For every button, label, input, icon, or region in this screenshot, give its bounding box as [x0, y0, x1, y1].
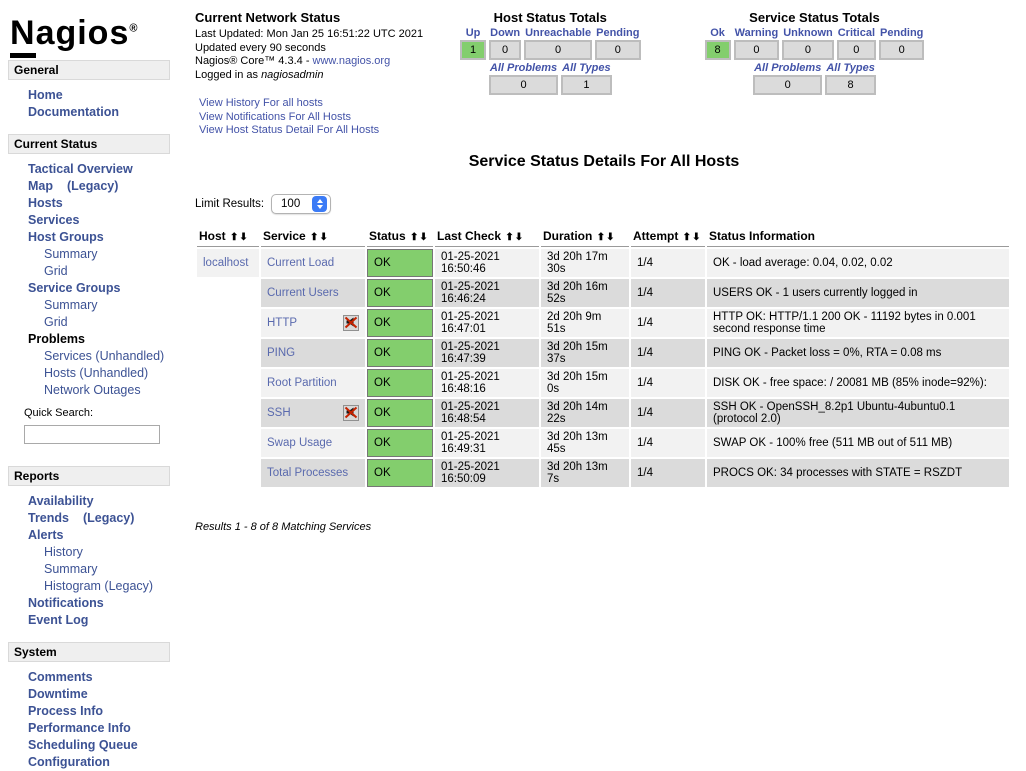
view-links — [195, 97, 453, 138]
sidebar-item-trends-label: Trends — [28, 511, 69, 526]
col-label-attempt: Attempt — [633, 228, 679, 243]
host-totals-all-table — [486, 61, 615, 96]
host-cell — [197, 309, 259, 337]
host-totals-up-value[interactable]: 1 — [460, 40, 486, 60]
status-badge: OK — [367, 339, 433, 367]
top-info-row — [195, 10, 1013, 138]
col-label-duration: Duration — [543, 228, 593, 243]
col-label-service: Service — [263, 228, 306, 243]
nagios-org-link[interactable]: www.nagios.org — [312, 55, 391, 67]
table-row — [197, 459, 1009, 487]
sidebar-item-notifications[interactable]: Notifications — [28, 596, 104, 611]
select-stepper-icon — [312, 196, 327, 212]
sidebar-item-process-info[interactable]: Process Info — [28, 704, 104, 719]
attempt-cell: 1/4 — [631, 369, 705, 397]
status-badge: OK — [367, 309, 433, 337]
status-badge: OK — [367, 369, 433, 397]
service-totals-pending-value[interactable]: 0 — [879, 40, 924, 60]
service-totals-problems-label[interactable]: All Problems — [754, 62, 822, 74]
host-cell — [197, 339, 259, 367]
sidebar-item-alerts-history[interactable]: History — [44, 545, 83, 560]
service-totals-all-table — [750, 61, 879, 96]
last-check-cell: 01-25-2021 16:50:09 — [435, 459, 539, 487]
service-cell — [261, 459, 365, 487]
sort-last-check-desc-icon[interactable]: ⬇ — [514, 231, 524, 243]
attempt-cell: 1/4 — [631, 249, 705, 277]
host-totals-title: Host Status Totals — [493, 10, 607, 25]
sort-attempt-asc-icon[interactable]: ⬆ — [682, 231, 692, 243]
sidebar-item-map-label: Map — [28, 179, 53, 194]
update-interval-text: Updated every 90 seconds — [195, 41, 326, 54]
service-cell — [261, 339, 365, 367]
sidebar-item-map[interactable] — [8, 178, 185, 195]
logo-rest: agios — [35, 14, 130, 53]
host-totals-problems-value[interactable]: 0 — [489, 75, 558, 95]
status-info-cell: PROCS OK: 34 processes with STATE = RSZDT — [707, 459, 1009, 487]
service-totals-warning-value[interactable]: 0 — [734, 40, 780, 60]
status-info-cell: DISK OK - free space: / 20081 MB (85% inode=92%): — [707, 369, 1009, 397]
duration-cell: 2d 20h 9m 51s — [541, 309, 629, 337]
col-header-service — [261, 228, 365, 247]
notifications-disabled-icon — [343, 405, 359, 421]
service-link[interactable]: Current Load — [267, 256, 335, 269]
service-cell — [261, 429, 365, 457]
sidebar-item-hosts-unhandled[interactable]: Hosts (Unhandled) — [44, 366, 149, 381]
table-header-row — [197, 228, 1009, 247]
status-info-cell: SSH OK - OpenSSH_8.2p1 Ubuntu-4ubuntu0.1 (protocol 2.0) — [707, 399, 1009, 427]
host-link[interactable]: localhost — [203, 256, 249, 269]
col-label-status-information: Status Information — [709, 228, 816, 243]
table-row — [197, 339, 1009, 367]
sort-attempt-desc-icon[interactable]: ⬇ — [692, 231, 701, 243]
host-cell — [197, 459, 259, 487]
duration-cell: 3d 20h 17m 30s — [541, 249, 629, 277]
sidebar-header-general: General — [8, 60, 170, 80]
sort-host-desc-icon[interactable]: ⬇ — [239, 231, 248, 243]
host-totals-pending-value[interactable]: 0 — [595, 40, 640, 60]
host-totals-unreachable-label[interactable]: Unreachable — [525, 27, 592, 39]
sidebar-header-reports: Reports — [8, 466, 170, 486]
status-badge: OK — [367, 399, 433, 427]
col-header-status — [367, 228, 433, 247]
service-cell — [261, 309, 365, 337]
network-status-title: Current Network Status — [195, 10, 341, 25]
host-totals-table — [457, 26, 644, 61]
col-header-last-check — [435, 228, 539, 247]
sidebar-item-host-groups-summary[interactable]: Summary — [44, 247, 98, 262]
status-info-cell: USERS OK - 1 users currently logged in — [707, 279, 1009, 307]
table-row — [197, 279, 1009, 307]
service-totals-types-value[interactable]: 8 — [825, 75, 876, 95]
sidebar-item-trends-legacy: (Legacy) — [83, 511, 135, 526]
results-note: Results 1 - 8 of 8 Matching Services — [195, 520, 372, 533]
col-header-status-information — [707, 228, 1009, 247]
logged-in-line — [195, 69, 453, 83]
last-check-cell: 01-25-2021 16:48:54 — [435, 399, 539, 427]
status-badge: OK — [367, 429, 433, 457]
last-check-cell: 01-25-2021 16:47:39 — [435, 339, 539, 367]
service-totals-pending-label[interactable]: Pending — [880, 27, 924, 39]
service-totals-critical-value[interactable]: 0 — [837, 40, 876, 60]
nagios-logo-text — [10, 14, 138, 52]
network-status-panel — [195, 10, 453, 138]
last-check-cell: 01-25-2021 16:50:46 — [435, 249, 539, 277]
host-totals-unreachable-value[interactable]: 0 — [524, 40, 592, 60]
registered-mark: ® — [129, 23, 139, 35]
attempt-cell: 1/4 — [631, 279, 705, 307]
sidebar-item-host-groups-grid[interactable]: Grid — [44, 264, 68, 279]
host-totals-down-value[interactable]: 0 — [489, 40, 521, 60]
col-header-duration — [541, 228, 629, 247]
sort-duration-asc-icon[interactable]: ⬆ — [596, 231, 606, 243]
duration-cell: 3d 20h 13m 45s — [541, 429, 629, 457]
col-header-attempt — [631, 228, 705, 247]
sidebar-item-documentation[interactable]: Documentation — [28, 105, 119, 120]
service-cell — [261, 369, 365, 397]
sort-service-asc-icon[interactable]: ⬆ — [310, 231, 319, 243]
col-label-status: Status — [369, 228, 406, 243]
sidebar-item-home[interactable]: Home — [28, 88, 63, 103]
host-cell — [197, 279, 259, 307]
sidebar-item-scheduling-queue[interactable]: Scheduling Queue — [28, 738, 138, 753]
status-totals-group — [457, 10, 927, 96]
attempt-cell: 1/4 — [631, 339, 705, 367]
limit-results-label: Limit Results: — [195, 197, 265, 210]
duration-cell: 3d 20h 15m 0s — [541, 369, 629, 397]
sidebar-label-problems: Problems — [28, 332, 85, 347]
page-title: Service Status Details For All Hosts — [468, 152, 740, 170]
sidebar-item-availability[interactable]: Availability — [28, 494, 94, 509]
service-totals-title: Service Status Totals — [749, 10, 880, 25]
host-cell — [197, 399, 259, 427]
sidebar-item-alerts-summary[interactable]: Summary — [44, 562, 98, 577]
host-totals-problems-label[interactable]: All Problems — [489, 62, 558, 74]
status-info-cell: OK - load average: 0.04, 0.02, 0.02 — [707, 249, 1009, 277]
last-check-cell: 01-25-2021 16:47:01 — [435, 309, 539, 337]
last-updated-text: Last Updated: Mon Jan 25 16:51:22 UTC 2021 — [195, 28, 424, 40]
service-totals-problems-value[interactable]: 0 — [753, 75, 822, 95]
host-totals-types-value[interactable]: 1 — [561, 75, 612, 95]
service-link[interactable]: Root Partition — [267, 376, 337, 389]
col-label-last-check: Last Check — [437, 228, 502, 243]
duration-cell: 3d 20h 13m 7s — [541, 459, 629, 487]
sort-service-desc-icon[interactable]: ⬇ — [319, 231, 328, 243]
service-link[interactable]: Swap Usage — [267, 436, 333, 449]
sidebar-item-map-legacy: (Legacy) — [67, 179, 119, 194]
service-link[interactable]: SSH — [267, 406, 291, 419]
sidebar-item-services-unhandled[interactable]: Services (Unhandled) — [44, 349, 165, 364]
status-info-cell: PING OK - Packet loss = 0%, RTA = 0.08 ms — [707, 339, 1009, 367]
main-content — [185, 0, 1026, 771]
attempt-cell: 1/4 — [631, 309, 705, 337]
table-row — [197, 249, 1009, 277]
service-totals-ok-value[interactable]: 8 — [705, 40, 731, 60]
sidebar-item-network-outages[interactable]: Network Outages — [44, 383, 141, 398]
sidebar-item-host-groups[interactable]: Host Groups — [28, 230, 104, 245]
table-row — [197, 429, 1009, 457]
sidebar-header-current-status: Current Status — [8, 134, 170, 154]
sidebar-item-alerts[interactable]: Alerts — [28, 528, 64, 543]
service-link[interactable]: Current Users — [267, 286, 339, 299]
host-totals-up-label[interactable]: Up — [465, 27, 481, 39]
service-cell — [261, 399, 365, 427]
quick-search-label: Quick Search: — [24, 407, 94, 420]
sidebar-item-downtime[interactable]: Downtime — [28, 687, 88, 702]
sidebar-item-performance-info[interactable]: Performance Info — [28, 721, 131, 736]
sidebar — [0, 0, 185, 771]
status-badge: OK — [367, 279, 433, 307]
view-host-status-link[interactable]: View Host Status Detail For All Hosts — [199, 124, 380, 136]
service-status-totals — [702, 10, 928, 96]
sidebar-header-system: System — [8, 642, 170, 662]
sidebar-item-alerts-histogram[interactable]: Histogram (Legacy) — [44, 579, 154, 594]
sort-status-desc-icon[interactable]: ⬇ — [419, 231, 428, 243]
table-row — [197, 399, 1009, 427]
last-check-cell: 01-25-2021 16:48:16 — [435, 369, 539, 397]
status-badge: OK — [367, 459, 433, 487]
sidebar-item-trends[interactable] — [8, 510, 185, 527]
host-cell — [197, 429, 259, 457]
notifications-disabled-icon — [343, 315, 359, 331]
table-row — [197, 309, 1009, 337]
last-check-cell: 01-25-2021 16:49:31 — [435, 429, 539, 457]
last-check-cell: 01-25-2021 16:46:24 — [435, 279, 539, 307]
host-status-totals — [457, 10, 644, 96]
sort-duration-desc-icon[interactable]: ⬇ — [606, 231, 615, 243]
service-totals-warning-label[interactable]: Warning — [734, 27, 779, 39]
host-totals-pending-label[interactable]: Pending — [596, 27, 640, 39]
duration-cell: 3d 20h 14m 22s — [541, 399, 629, 427]
sidebar-item-service-groups-summary[interactable]: Summary — [44, 298, 98, 313]
service-cell — [261, 249, 365, 277]
host-totals-types-label[interactable]: All Types — [562, 62, 611, 74]
service-cell — [261, 279, 365, 307]
nagios-logo[interactable] — [10, 10, 185, 52]
view-notifications-link[interactable]: View Notifications For All Hosts — [199, 110, 352, 123]
host-cell — [197, 369, 259, 397]
status-info-cell: SWAP OK - 100% free (511 MB out of 511 MB) — [707, 429, 1009, 457]
service-totals-unknown-value[interactable]: 0 — [782, 40, 834, 60]
col-header-host — [197, 228, 259, 247]
limit-results-select[interactable] — [271, 194, 331, 214]
service-totals-unknown-label[interactable]: Unknown — [783, 27, 833, 39]
attempt-cell: 1/4 — [631, 429, 705, 457]
table-row — [197, 369, 1009, 397]
service-link[interactable]: HTTP — [267, 316, 298, 329]
sort-host-asc-icon[interactable]: ⬆ — [230, 231, 239, 243]
limit-results-row — [195, 194, 1013, 214]
host-cell — [197, 249, 259, 277]
status-badge: OK — [367, 249, 433, 277]
limit-results-value: 100 — [281, 197, 301, 210]
sidebar-item-configuration[interactable]: Configuration — [28, 755, 110, 770]
view-history-link[interactable]: View History For all hosts — [199, 97, 323, 109]
quick-search-input[interactable] — [24, 425, 160, 444]
service-totals-types-label[interactable]: All Types — [826, 62, 875, 74]
duration-cell: 3d 20h 16m 52s — [541, 279, 629, 307]
duration-cell: 3d 20h 15m 37s — [541, 339, 629, 367]
col-label-host: Host — [199, 228, 226, 243]
sidebar-item-service-groups[interactable]: Service Groups — [28, 281, 121, 296]
sidebar-item-service-groups-grid[interactable]: Grid — [44, 315, 68, 330]
service-status-table — [195, 226, 1011, 489]
host-totals-down-label[interactable]: Down — [490, 27, 521, 39]
version-text: Nagios® Core™ 4.3.4 - — [195, 55, 313, 67]
sort-status-asc-icon[interactable]: ⬆ — [410, 231, 419, 243]
sidebar-item-hosts[interactable]: Hosts — [28, 196, 63, 211]
sort-last-check-asc-icon[interactable]: ⬆ — [505, 231, 514, 243]
service-link[interactable]: PING — [267, 346, 296, 359]
attempt-cell: 1/4 — [631, 399, 705, 427]
sidebar-item-event-log[interactable]: Event Log — [28, 613, 89, 628]
status-info-cell: HTTP OK: HTTP/1.1 200 OK - 11192 bytes in 0.001 second response time — [707, 309, 1009, 337]
logo-n: N — [10, 14, 36, 58]
service-totals-critical-label[interactable]: Critical — [837, 27, 876, 39]
service-totals-table — [702, 26, 928, 61]
logged-in-text: Logged in as — [195, 68, 262, 81]
logged-in-user: nagiosadmin — [261, 68, 324, 81]
service-totals-ok-label[interactable]: Ok — [710, 27, 725, 39]
sidebar-item-services[interactable]: Services — [28, 213, 80, 228]
sidebar-item-comments[interactable]: Comments — [28, 670, 93, 685]
attempt-cell: 1/4 — [631, 459, 705, 487]
version-line — [195, 55, 453, 69]
service-link[interactable]: Total Processes — [267, 466, 349, 479]
sidebar-item-tactical-overview[interactable]: Tactical Overview — [28, 162, 133, 177]
